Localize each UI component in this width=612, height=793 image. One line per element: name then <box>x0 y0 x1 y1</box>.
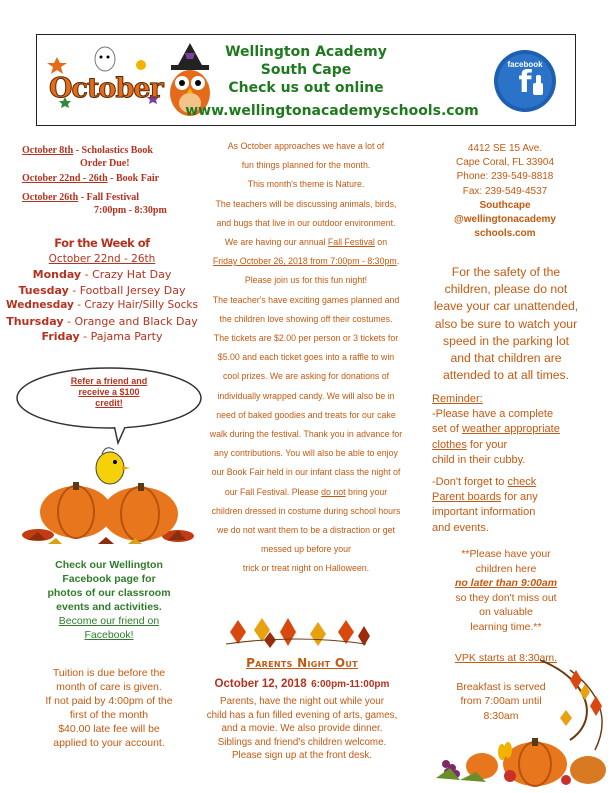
body-text: We are having our annual <box>224 237 328 248</box>
event-separator: - <box>73 145 82 156</box>
festival-date: Friday October 26, 2018 from 7:00pm - 8:30pm <box>212 256 397 267</box>
reminder-section <box>432 392 600 536</box>
week-dates: October 22nd - 26th <box>48 252 156 265</box>
breakfast-line: from 7:00am until <box>460 695 542 708</box>
facebook-friend-link[interactable]: Become our friend on <box>58 615 160 627</box>
drop-off-line: so they don't miss out <box>455 591 557 604</box>
tuition-line: $40.00 late fee will be <box>58 723 160 735</box>
reminder-line <box>432 475 600 490</box>
day-theme: - Crazy Hair/Silly Socks <box>73 299 198 311</box>
event-time: 7:00pm - 8:30pm <box>94 205 167 216</box>
week-day <box>2 283 202 299</box>
facebook-badge[interactable] <box>493 49 557 113</box>
newsletter-body <box>196 137 416 579</box>
body-line: trick or treat night on Halloween. <box>242 563 370 574</box>
body-line: The teacher's have exciting games planned and <box>212 294 400 305</box>
body-text: bring your <box>345 486 388 497</box>
parents-night-date: October 12, 2018 <box>214 678 307 690</box>
parents-night-line: child has a fun filled evening of arts, games, <box>206 709 398 721</box>
parents-night-line: Siblings and friend's children welcome. <box>217 736 387 748</box>
svg-text:f: f <box>518 65 532 100</box>
fax-number: Fax: 239-549-4537 <box>462 185 548 197</box>
pumpkin-icon <box>18 440 198 550</box>
drop-off-deadline: no later than 9:00am <box>454 577 558 590</box>
parents-night-datetime <box>186 674 418 692</box>
october-logo-text: October <box>49 73 163 104</box>
school-name: Wellington Academy <box>225 44 387 60</box>
email-address[interactable]: schools.com <box>474 228 536 240</box>
facebook-note-line: Check our Wellington <box>55 559 163 571</box>
body-line: fun things planned for the month. <box>241 160 371 171</box>
event-item <box>22 191 212 204</box>
day-theme: - Crazy Hat Day <box>81 268 172 281</box>
body-line: we do not want them to be a distraction or get <box>217 525 395 536</box>
reminder-emphasis: weather appropriate <box>461 423 560 436</box>
safety-note <box>418 264 594 384</box>
facebook-friend-link[interactable]: Facebook! <box>84 629 134 641</box>
drop-off-note <box>418 547 594 635</box>
reminder-line <box>432 490 600 505</box>
facebook-logo-text: facebook <box>507 60 543 69</box>
week-day <box>2 298 202 314</box>
body-line: Please join us for this fun night! <box>244 275 368 286</box>
email-address[interactable]: Southcape <box>479 199 531 211</box>
email-address[interactable]: @wellingtonacademy <box>454 214 556 226</box>
pumpkin-woodstock-illustration <box>18 440 198 550</box>
body-line: $5.00 and each ticket goes into a raffle to win <box>217 352 395 363</box>
tuition-line: Tuition is due before the <box>52 667 166 679</box>
week-day <box>2 267 202 283</box>
reminder-emphasis: check <box>507 476 537 489</box>
contact-info <box>420 142 590 241</box>
tuition-line: applied to your account. <box>53 737 165 749</box>
drop-off-line: learning time.** <box>470 620 542 633</box>
body-line <box>196 233 416 252</box>
reminder-text: for your <box>466 438 508 451</box>
week-heading: For the Week of <box>54 236 150 250</box>
body-line <box>196 252 416 271</box>
safety-line: For the safety of the <box>451 265 561 279</box>
body-line: messed up before your <box>261 544 351 555</box>
body-text: on <box>374 237 388 248</box>
breakfast-line: Breakfast is served <box>456 681 546 693</box>
facebook-note-line: Facebook page for <box>62 573 156 585</box>
event-title: Fall Festival <box>86 192 140 203</box>
event-date: October 22nd - 26th <box>22 173 108 184</box>
day-name: Wednesday <box>6 299 74 311</box>
referral-text <box>14 376 204 409</box>
referral-line: credit! <box>95 398 123 408</box>
parents-night-section <box>186 656 418 763</box>
reminder-emphasis: Parent boards <box>432 491 502 504</box>
address-line: Cape Coral, FL 33904 <box>455 157 555 169</box>
reminder-text: -Don't forget to <box>432 476 508 489</box>
reminder-line <box>432 438 600 453</box>
reminder-line: -Please have a complete <box>432 408 554 421</box>
tuition-note <box>14 666 204 750</box>
reminder-line: important information <box>432 506 536 519</box>
day-theme: - Football Jersey Day <box>68 283 186 297</box>
drop-off-line: **Please have your <box>461 548 551 560</box>
autumn-leaf-icon <box>220 614 370 650</box>
event-item <box>22 172 212 185</box>
parents-night-line: and a movie. We also provide dinner. <box>221 723 383 735</box>
parents-night-line: Parents, have the night out while your <box>220 696 384 707</box>
referral-line: receive a $100 <box>78 387 140 397</box>
day-theme: - Pajama Party <box>79 330 163 343</box>
body-line: This month's theme is Nature. <box>247 179 365 190</box>
do-not-text: do not <box>321 486 346 497</box>
event-title: Book Fair <box>116 173 160 184</box>
facebook-note-line: events and activities. <box>56 601 162 613</box>
fall-festival-text: Fall Festival <box>327 237 375 248</box>
body-line: individually wrapped candy. We will also be in <box>217 390 395 401</box>
reminder-emphasis: clothes <box>432 438 467 451</box>
day-name: Monday <box>32 268 82 281</box>
spirit-week <box>2 236 202 345</box>
address-line: 4412 SE 15 Ave. <box>467 143 543 154</box>
body-line <box>196 483 416 502</box>
event-date: October 8th <box>22 145 74 156</box>
website-link[interactable]: www.wellingtonacademyschools.com <box>185 103 479 119</box>
safety-line: attended to at all times. <box>442 368 569 383</box>
vpk-start-time: VPK starts at 8:30am. <box>454 652 558 664</box>
events-list <box>22 144 212 217</box>
body-line: our Book Fair held in our infant class the night of <box>211 467 401 478</box>
safety-line: leave your car unattended, <box>433 299 579 314</box>
reminder-line <box>432 422 600 437</box>
tuition-line: month of care is given. <box>56 681 162 693</box>
body-line: walk during the festival. Thank you in advance for <box>209 429 403 440</box>
body-line: need of baked goodies and treats for our cake <box>216 409 396 420</box>
event-separator: - <box>78 192 87 203</box>
body-line: The tickets are $2.00 per person or 3 tickets for <box>213 333 399 344</box>
body-line: The teachers will be discussing animals, birds, <box>215 198 397 209</box>
reminder-line: and events. <box>432 521 489 534</box>
facebook-note-line: photos of our classroom <box>47 587 171 599</box>
referral-line: Refer a friend and <box>70 376 148 386</box>
body-line: the children love showing off their costumes. <box>219 313 393 324</box>
body-text: . <box>396 256 400 267</box>
body-line: and bugs that live in our outdoor environment. <box>216 217 396 228</box>
body-line: any contributions. You will also be able to enjoy <box>214 448 398 459</box>
day-theme: - Orange and Black Day <box>63 314 198 328</box>
parents-night-line: Please sign up at the front desk. <box>232 750 372 762</box>
reminder-title: Reminder: <box>432 393 483 405</box>
newsletter-header <box>36 34 576 126</box>
harvest-vine-illustration <box>420 660 610 788</box>
event-title: Scholastics Book <box>81 145 153 156</box>
phone-number: Phone: 239-549-8818 <box>456 171 554 183</box>
reminder-line: child in their cubby. <box>432 453 526 466</box>
safety-line: and that children are <box>450 351 562 366</box>
event-item <box>22 144 212 157</box>
harvest-pumpkin-icon <box>420 660 610 788</box>
safety-line: children, please do not <box>444 282 568 297</box>
tuition-line: If not paid by 4:00pm of the <box>45 695 173 707</box>
event-separator: - <box>107 173 116 184</box>
day-name: Friday <box>41 330 80 343</box>
week-day <box>2 314 202 330</box>
parents-night-title: Parents Night Out <box>246 656 358 670</box>
check-online: Check us out online <box>228 80 384 96</box>
week-day <box>2 329 202 345</box>
body-line: children dressed in costume during school hours <box>211 505 401 516</box>
event-date: October 26th <box>22 192 79 203</box>
parents-night-time: 6:00pm-11:00pm <box>311 679 390 690</box>
body-line: cool prizes. We are asking for donations of <box>222 371 390 382</box>
autumn-leaves-divider <box>220 614 370 650</box>
safety-line: speed in the parking lot <box>442 333 570 348</box>
reminder-text: set of <box>432 423 462 436</box>
campus-name: South Cape <box>260 62 352 78</box>
event-title-cont: Order Due! <box>80 158 130 169</box>
body-text: our Fall Festival. Please <box>224 486 322 497</box>
parents-night-details <box>186 695 418 763</box>
facebook-note <box>14 558 204 642</box>
reminder-text: for any <box>501 491 538 504</box>
facebook-thumbs-up-icon <box>493 49 557 113</box>
drop-off-line: children here <box>475 562 537 575</box>
day-name: Tuesday <box>18 283 69 297</box>
breakfast-line: 8:30am <box>483 709 519 722</box>
referral-bubble <box>14 365 204 445</box>
day-name: Thursday <box>6 314 64 328</box>
body-line: As October approaches we have a lot of <box>227 141 385 151</box>
tuition-line: first of the month <box>69 709 149 721</box>
safety-line: also be sure to watch your <box>434 316 578 331</box>
drop-off-line: on valuable <box>479 606 533 619</box>
